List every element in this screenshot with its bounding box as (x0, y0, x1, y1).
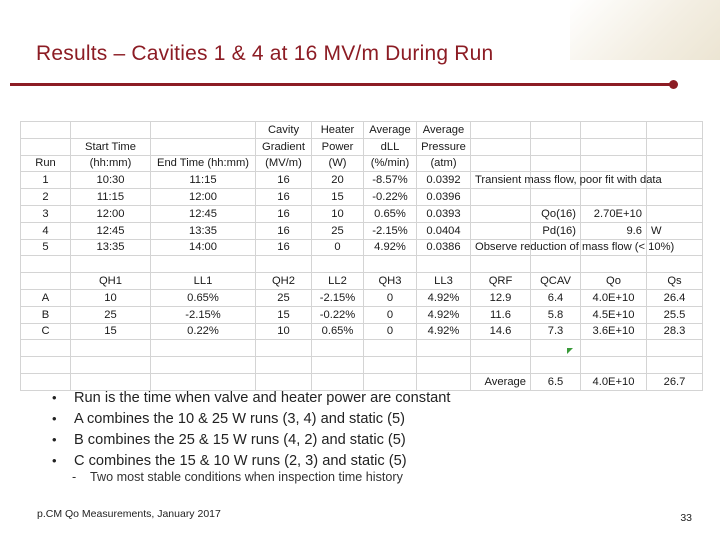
table-cell: 25 (312, 222, 364, 239)
cell-error-marker (567, 348, 573, 354)
table-cell: 16 (256, 222, 312, 239)
table-cell: (atm) (417, 155, 471, 172)
table-cell: 0 (364, 323, 417, 340)
table-cell (21, 273, 71, 290)
bullet-list (52, 389, 450, 473)
table-cell: 25 (256, 289, 312, 306)
table-cell (21, 256, 71, 273)
table-cell (151, 256, 256, 273)
table-cell: 28.3 (647, 323, 703, 340)
table-cell: 4.92% (417, 289, 471, 306)
table-cell: LL2 (312, 273, 364, 290)
sub-bullet: - Two most stable conditions when inspection time history (72, 470, 403, 484)
header-row (21, 273, 703, 290)
table-cell: LL3 (417, 273, 471, 290)
slide-title: Results – Cavities 1 & 4 at 16 MV/m During Run (36, 42, 494, 65)
table-cell (647, 122, 703, 139)
corner-decoration (570, 0, 720, 60)
table-cell: -0.22% (312, 306, 364, 323)
table-cell: -2.15% (312, 289, 364, 306)
table-cell: 0.0393 (417, 205, 471, 222)
table-cell: 14.6 (471, 323, 531, 340)
table-row (21, 289, 703, 306)
table-cell: QH2 (256, 273, 312, 290)
table-cell: 16 (256, 239, 312, 256)
table-cell (151, 357, 256, 374)
table-cell: 2.70E+10 (581, 205, 647, 222)
table-cell: Average (417, 122, 471, 139)
table-cell: 6.4 (531, 289, 581, 306)
table-cell (312, 357, 364, 374)
table-cell: 4.92% (417, 306, 471, 323)
header-row (21, 122, 703, 139)
table-cell: Pressure (417, 138, 471, 155)
table-cell: 0.0386 (417, 239, 471, 256)
table-cell: Average (471, 373, 531, 390)
table-cell (471, 138, 531, 155)
table-row (21, 222, 703, 239)
bullet-item: • Run is the time when valve and heater power are constant (52, 390, 451, 406)
table-cell: 0.65% (151, 289, 256, 306)
table-cell: 1 (21, 172, 71, 189)
table-cell (312, 256, 364, 273)
table-cell: 4.92% (364, 239, 417, 256)
table-cell: 12:00 (71, 205, 151, 222)
table-cell: Qo(16) (531, 205, 581, 222)
table-cell: 13:35 (151, 222, 256, 239)
table-cell (581, 189, 647, 206)
table-cell: 6.5 (531, 373, 581, 390)
table-cell: 16 (256, 172, 312, 189)
table-cell (531, 138, 581, 155)
table-cell: 2 (21, 189, 71, 206)
blank-row (21, 256, 703, 273)
table-cell: 25 (71, 306, 151, 323)
bullet-dot-icon: • (52, 432, 57, 447)
table-cell: 0.22% (151, 323, 256, 340)
table-cell (256, 373, 312, 390)
table-cell (647, 256, 703, 273)
table-cell: 0 (364, 289, 417, 306)
table-cell: QH3 (364, 273, 417, 290)
table-cell (312, 340, 364, 357)
table-cell (581, 138, 647, 155)
table-cell: 12:45 (71, 222, 151, 239)
table-cell (417, 340, 471, 357)
table-row (21, 189, 703, 206)
table-cell: 4.5E+10 (581, 306, 647, 323)
table-cell: (MV/m) (256, 155, 312, 172)
table-cell: (W) (312, 155, 364, 172)
page-number: 33 (680, 512, 692, 524)
table-cell (417, 373, 471, 390)
table-body (21, 122, 703, 391)
table-cell: 12.9 (471, 289, 531, 306)
table-cell: 3.6E+10 (581, 323, 647, 340)
table-cell (256, 256, 312, 273)
table-cell (471, 239, 675, 256)
table-cell (71, 256, 151, 273)
table-cell (471, 189, 531, 206)
bullet-dot-icon: • (52, 411, 57, 426)
table-cell: QCAV (531, 273, 581, 290)
table-cell (531, 256, 581, 273)
table-cell (71, 357, 151, 374)
table-cell: C (21, 323, 71, 340)
table-cell: (%/min) (364, 155, 417, 172)
table-cell (364, 256, 417, 273)
table-cell (581, 340, 647, 357)
table-cell: Qs (647, 273, 703, 290)
table-cell: LL1 (151, 273, 256, 290)
header-row (21, 155, 703, 172)
table-cell: 10 (71, 289, 151, 306)
table-cell (417, 357, 471, 374)
table-cell: 10:30 (71, 172, 151, 189)
table-cell: End Time (hh:mm) (151, 155, 256, 172)
table-cell: 0.0392 (417, 172, 471, 189)
table-cell (21, 357, 71, 374)
dash-icon: - (72, 470, 77, 484)
table-cell (256, 340, 312, 357)
table-cell: 0.0396 (417, 189, 471, 206)
table-cell: Heater (312, 122, 364, 139)
table-cell: 4 (21, 222, 71, 239)
table-cell: 11:15 (151, 172, 256, 189)
table-cell: 4.92% (417, 323, 471, 340)
table-cell: Pd(16) (531, 222, 581, 239)
table-cell (364, 373, 417, 390)
table-cell (471, 222, 531, 239)
table-cell: 12:00 (151, 189, 256, 206)
table-cell: 0.0404 (417, 222, 471, 239)
table-cell: B (21, 306, 71, 323)
table-cell (581, 357, 647, 374)
table-cell: -2.15% (151, 306, 256, 323)
table-cell (647, 155, 703, 172)
table-cell (647, 340, 703, 357)
table-cell (531, 189, 581, 206)
table-cell: 25.5 (647, 306, 703, 323)
table-cell: Run (21, 155, 71, 172)
cell-note: Observe reduction of mass flow (< 10%) (475, 241, 675, 254)
table-cell (581, 256, 647, 273)
table-cell (647, 205, 703, 222)
cell-note: Transient mass flow, poor fit with data (475, 174, 662, 187)
footer-text: p.CM Qo Measurements, January 2017 (37, 508, 221, 520)
table-cell (417, 256, 471, 273)
table-cell (471, 340, 531, 357)
table-cell: Cavity (256, 122, 312, 139)
title-divider (10, 83, 674, 86)
table-cell: 5 (21, 239, 71, 256)
table-cell: Gradient (256, 138, 312, 155)
table-cell: 10 (256, 323, 312, 340)
table-cell (71, 122, 151, 139)
table-cell: Average (364, 122, 417, 139)
table-cell: 7.3 (531, 323, 581, 340)
table-cell (71, 373, 151, 390)
table-cell (647, 357, 703, 374)
table-cell: 4.0E+10 (581, 373, 647, 390)
table-cell: dLL (364, 138, 417, 155)
table-cell (581, 155, 647, 172)
table-cell (21, 340, 71, 357)
table-cell (151, 122, 256, 139)
table-cell (71, 340, 151, 357)
divider-end-dot (669, 80, 678, 89)
table-cell (531, 155, 581, 172)
table-cell: 11:15 (71, 189, 151, 206)
table-cell (312, 373, 364, 390)
table-cell: 3 (21, 205, 71, 222)
table-cell: 13:35 (71, 239, 151, 256)
table-cell: 16 (256, 205, 312, 222)
table-cell: 15 (256, 306, 312, 323)
header-row (21, 138, 703, 155)
table-row (21, 239, 703, 256)
table-cell (471, 256, 531, 273)
table-cell (647, 138, 703, 155)
table-cell: Qo (581, 273, 647, 290)
table-cell (21, 122, 71, 139)
table-cell (471, 122, 531, 139)
table-cell: 11.6 (471, 306, 531, 323)
table-cell (581, 122, 647, 139)
table-cell (471, 172, 662, 189)
table-cell: 26.7 (647, 373, 703, 390)
table-cell: 12:45 (151, 205, 256, 222)
table-row (21, 205, 703, 222)
table-cell: (hh:mm) (71, 155, 151, 172)
table-cell: 26.4 (647, 289, 703, 306)
table-cell (531, 122, 581, 139)
table-cell (151, 138, 256, 155)
table-cell (531, 357, 581, 374)
table-cell: 5.8 (531, 306, 581, 323)
table-cell: 15 (71, 323, 151, 340)
table-cell: Power (312, 138, 364, 155)
table-cell: 0 (364, 306, 417, 323)
table-cell: 15 (312, 189, 364, 206)
table-cell: 16 (256, 189, 312, 206)
table-cell (364, 340, 417, 357)
table-cell: A (21, 289, 71, 306)
table-cell: 20 (312, 172, 364, 189)
bullet-dot-icon: • (52, 390, 57, 405)
table-cell: 10 (312, 205, 364, 222)
table-row (21, 306, 703, 323)
table-cell (471, 205, 531, 222)
table-cell: 0 (312, 239, 364, 256)
table-cell: W (647, 222, 703, 239)
average-row (21, 373, 703, 390)
table-cell (471, 155, 531, 172)
table-cell: 9.6 (581, 222, 647, 239)
table-cell: -0.22% (364, 189, 417, 206)
table-cell: -2.15% (364, 222, 417, 239)
table-cell: QH1 (71, 273, 151, 290)
table-cell (364, 357, 417, 374)
table-cell: 0.65% (364, 205, 417, 222)
table-row (21, 172, 703, 189)
results-table (20, 121, 703, 391)
table-cell (471, 357, 531, 374)
table-cell (151, 340, 256, 357)
bullet-item: • A combines the 10 & 25 W runs (3, 4) and static (5) (52, 411, 405, 427)
table-cell: -8.57% (364, 172, 417, 189)
table-cell: 0.65% (312, 323, 364, 340)
table-cell (256, 357, 312, 374)
table-cell: 14:00 (151, 239, 256, 256)
table-row (21, 323, 703, 340)
table-cell: QRF (471, 273, 531, 290)
bullet-item: • B combines the 25 & 15 W runs (4, 2) and static (5) (52, 432, 406, 448)
bullet-dot-icon: • (52, 453, 57, 468)
table-cell (531, 340, 581, 357)
table-cell (21, 373, 71, 390)
bullet-item: • C combines the 15 & 10 W runs (2, 3) and static (5) (52, 453, 407, 469)
blank-row (21, 357, 703, 374)
table-cell (21, 138, 71, 155)
blank-row (21, 340, 703, 357)
table-cell (647, 189, 703, 206)
table-cell (151, 373, 256, 390)
table-cell: Start Time (71, 138, 151, 155)
table-cell: 4.0E+10 (581, 289, 647, 306)
results-spreadsheet (20, 121, 702, 388)
